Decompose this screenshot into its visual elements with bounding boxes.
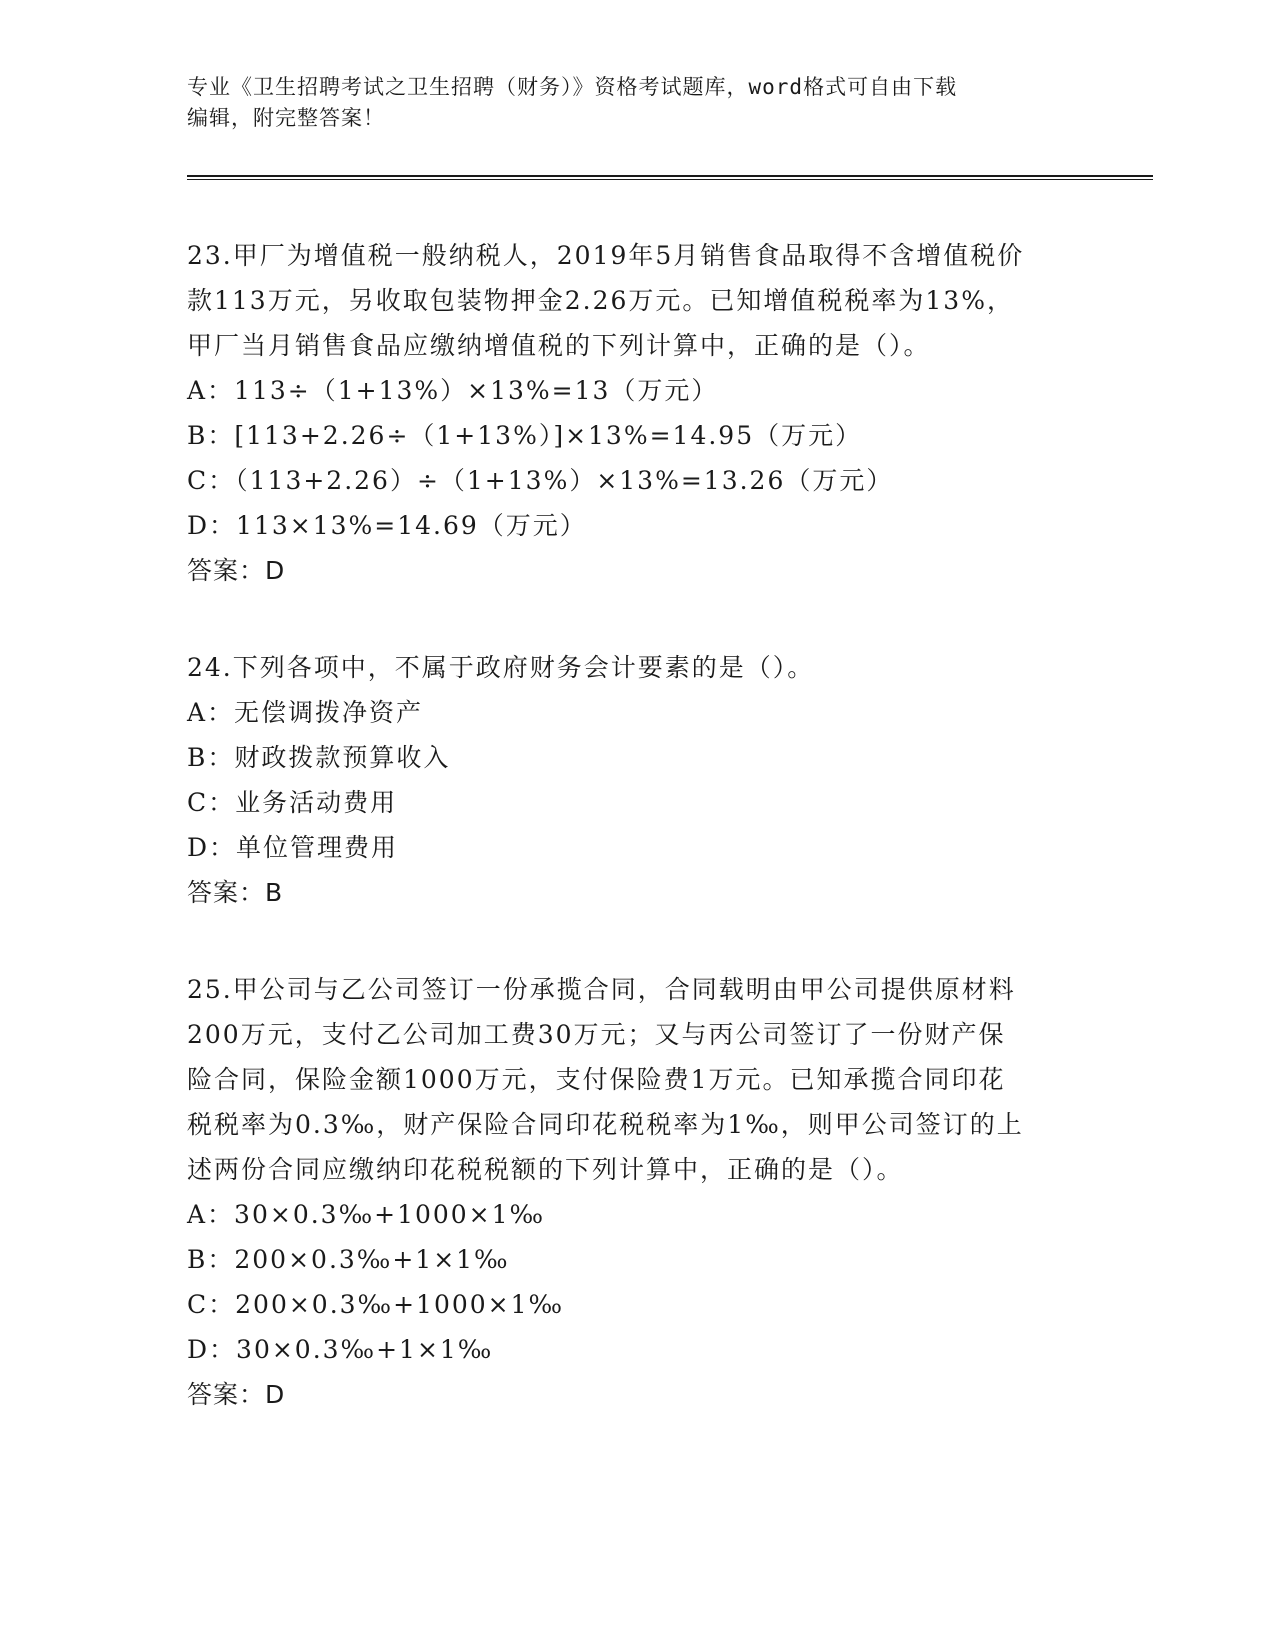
option-d: D：113×13%=14.69（万元） [187,511,587,540]
stem-line: 200万元，支付乙公司加工费30万元；又与丙公司签订了一份财产保 [187,1020,1006,1049]
question-stem [187,233,1087,368]
document-intro [187,72,1067,134]
question-stem [187,967,1087,1192]
option-a: A：30×0.3‰+1000×1‰ [187,1200,546,1229]
option-c: C：（113+2.26）÷（1+13%）×13%=13.26（万元） [187,466,894,495]
option-b: B：200×0.3‰+1×1‰ [187,1245,510,1274]
question-25 [187,967,1087,1417]
option-d: D：30×0.3‰+1×1‰ [187,1335,494,1364]
option-b: B：财政拨款预算收入 [187,743,451,772]
option-c: C：200×0.3‰+1000×1‰ [187,1290,565,1319]
answer-line: 答案：B [187,878,284,907]
question-24 [187,645,1087,915]
intro-line-1: 专业《卫生招聘考试之卫生招聘（财务）》资格考试题库，word格式可自由下载 [187,75,958,99]
question-23 [187,233,1087,593]
answer-line: 答案：D [187,1380,286,1409]
question-stem [187,645,1087,690]
stem-line: 述两份合同应缴纳印花税税额的下列计算中，正确的是（）。 [187,1155,904,1184]
option-a: A：113÷（1+13%）×13%=13（万元） [187,376,719,405]
stem-line: 甲厂当月销售食品应缴纳增值税的下列计算中，正确的是（）。 [187,331,931,360]
stem-line: 险合同，保险金额1000万元，支付保险费1万元。已知承揽合同印花 [187,1065,1006,1094]
header-divider [187,175,1153,180]
option-d: D：单位管理费用 [187,833,399,862]
answer-line: 答案：D [187,556,286,585]
stem-line: 款113万元，另收取包装物押金2.26万元。已知增值税税率为13%， [187,286,1014,315]
stem-line: 25.甲公司与乙公司签订一份承揽合同，合同载明由甲公司提供原材料 [187,975,1016,1004]
option-a: A：无偿调拨净资产 [187,698,424,727]
intro-line-2: 编辑，附完整答案！ [187,106,385,130]
stem-line: 税税率为0.3‰，财产保险合同印花税税率为1‰，则甲公司签订的上 [187,1110,1024,1139]
stem-line: 24.下列各项中，不属于政府财务会计要素的是（）。 [187,653,815,682]
option-b: B：[113+2.26÷（1+13%）]×13%=14.95（万元） [187,421,863,450]
stem-line: 23.甲厂为增值税一般纳税人，2019年5月销售食品取得不含增值税价 [187,241,1025,270]
option-c: C：业务活动费用 [187,788,398,817]
